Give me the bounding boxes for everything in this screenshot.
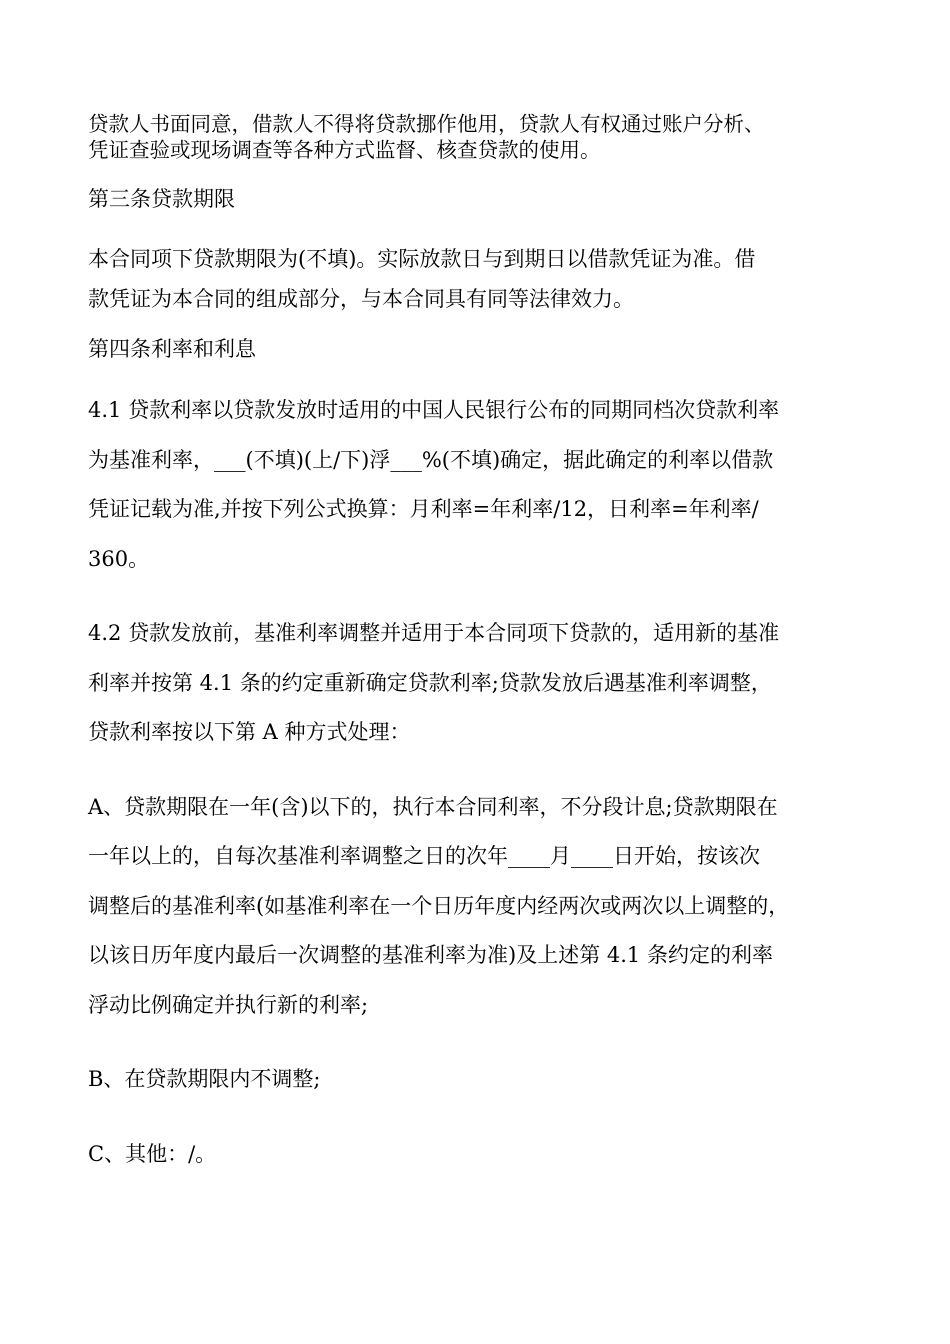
text-line: B、在贷款期限内不调整; [88,1067,321,1091]
text-line: 款凭证为本合同的组成部分，与本合同具有同等法律效力。 [88,287,634,311]
text-line: 以该日历年度内最后一次调整的基准利率为准)及上述第 4.1 条约定的利率 [88,943,773,967]
text-line: 360。 [88,547,150,571]
text-line: 利率并按第 4.1 条的约定重新确定贷款利率;贷款发放后遇基准利率调整， [88,671,772,695]
text-line: 本合同项下贷款期限为(不填)。实际放款日与到期日以借款凭证为准。借 [88,247,756,271]
text-line: A、贷款期限在一年(含)以下的，执行本合同利率，不分段计息;贷款期限在 [88,795,778,819]
text-line: 浮动比例确定并执行新的利率; [88,993,369,1017]
text-line: 4.2 贷款发放前，基准利率调整并适用于本合同项下贷款的，适用新的基准 [88,621,780,645]
text-line: 4.1 贷款利率以贷款发放时适用的中国人民银行公布的同期同档次贷款利率 [88,398,780,422]
section-heading-article-3: 第三条贷款期限 [88,187,235,211]
text-line: 调整后的基准利率(如基准利率在一个日历年度内经两次或两次以上调整的， [88,894,790,918]
text-line: 凭证记载为准,并按下列公式换算：月利率=年利率/12，日利率=年利率/ [88,497,759,521]
text-line: 凭证查验或现场调查等各种方式监督、核查贷款的使用。 [88,138,601,162]
text-line: C、其他：/。 [88,1142,217,1166]
section-heading-article-4: 第四条利率和利息 [88,337,256,361]
text-line: 贷款人书面同意，借款人不得将贷款挪作他用，贷款人有权通过账户分析、 [88,112,765,136]
text-line: 贷款利率按以下第 A 种方式处理： [88,720,411,744]
text-line: 为基准利率，___(不填)(上/下)浮___%(不填)确定，据此确定的利率以借款 [88,448,774,472]
text-line: 一年以上的，自每次基准利率调整之日的次年____月____日开始，按该次 [88,844,760,868]
